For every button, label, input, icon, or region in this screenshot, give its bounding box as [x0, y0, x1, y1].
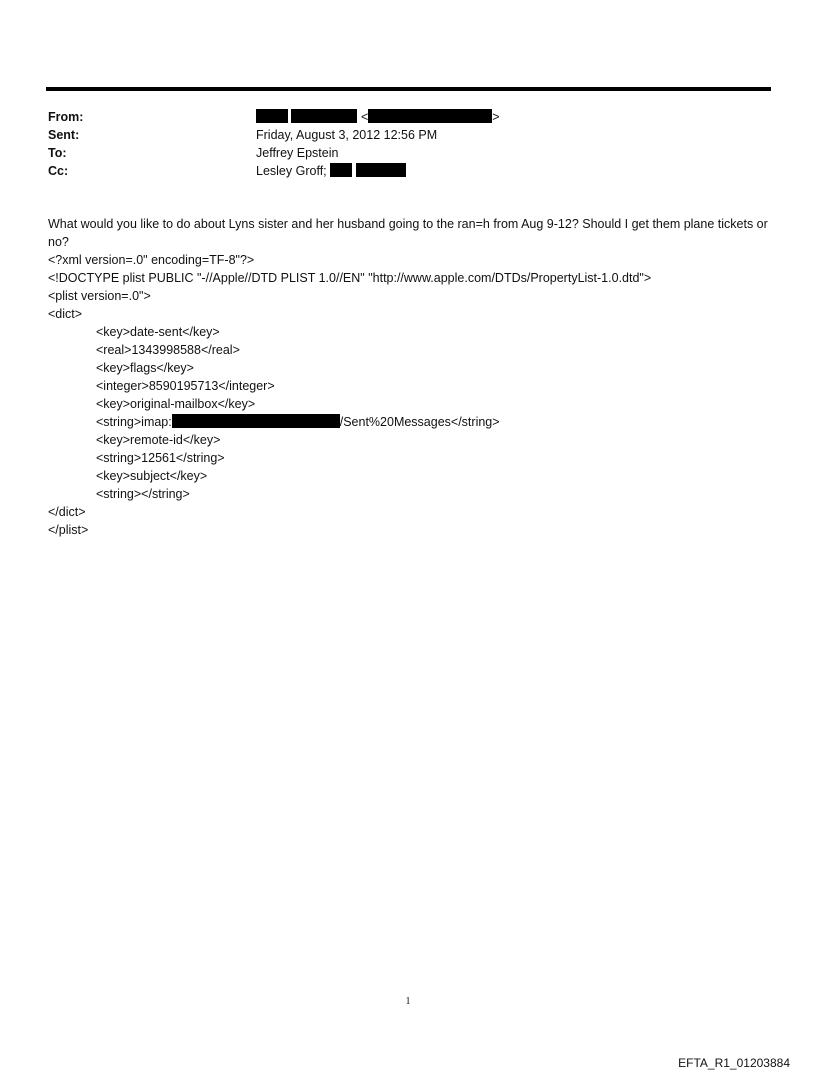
plist-line: <real>1343998588</real> — [96, 343, 240, 357]
plist-line: <key>subject</key> — [96, 469, 208, 483]
message-text: What would you like to do about Lyns sister and her husband going to the ran=h from Aug 9-12? Should I get them plane tickets or no? — [48, 217, 768, 249]
plist-line: <key>date-sent</key> — [96, 325, 220, 339]
redaction-block — [256, 109, 288, 123]
imap-suffix: /Sent%20Messages</string> — [339, 415, 500, 429]
doctype-line: <!DOCTYPE plist PUBLIC "-//Apple//DTD PLIST 1.0//EN" "http://www.apple.com/DTDs/PropertyList-1.0.dtd"> — [48, 271, 652, 285]
imap-prefix: <string>imap: — [96, 415, 172, 429]
cc-row — [48, 162, 768, 180]
redaction-block — [368, 109, 492, 123]
from-angle-open: < — [360, 110, 369, 124]
plist-close: </plist> — [48, 523, 89, 537]
redaction-block — [356, 163, 406, 177]
redaction-block — [330, 163, 352, 177]
dict-open: <dict> — [48, 307, 83, 321]
imap-line — [48, 413, 773, 431]
cc-name: Lesley Groff; — [256, 164, 327, 178]
from-label: From: — [48, 110, 84, 124]
top-rule — [46, 87, 771, 91]
xml-declaration: <?xml version=.0" encoding=TF-8"?> — [48, 253, 255, 267]
email-body — [48, 215, 773, 539]
from-row — [48, 108, 768, 126]
plist-line: <string></string> — [96, 487, 190, 501]
email-header — [48, 108, 768, 180]
sent-label: Sent: — [48, 128, 80, 142]
cc-label: Cc: — [48, 164, 69, 178]
plist-line: <string>12561</string> — [96, 451, 225, 465]
from-value — [256, 108, 500, 126]
plist-line: <key>remote-id</key> — [96, 433, 221, 447]
plist-open: <plist version=.0"> — [48, 289, 151, 303]
cc-value — [256, 162, 406, 180]
plist-line: <key>flags</key> — [96, 361, 194, 375]
document-id: EFTA_R1_01203884 — [678, 1056, 790, 1070]
plist-line: <integer>8590195713</integer> — [96, 379, 275, 393]
redaction-block — [172, 414, 340, 428]
sent-row — [48, 126, 768, 144]
to-value: Jeffrey Epstein — [256, 146, 339, 160]
to-row — [48, 144, 768, 162]
page-number: 1 — [405, 996, 411, 1007]
dict-close: </dict> — [48, 505, 86, 519]
to-label: To: — [48, 146, 67, 160]
plist-line: <key>original-mailbox</key> — [96, 397, 256, 411]
sent-value: Friday, August 3, 2012 12:56 PM — [256, 128, 438, 142]
redaction-block — [291, 109, 357, 123]
from-angle-close: > — [492, 110, 500, 124]
